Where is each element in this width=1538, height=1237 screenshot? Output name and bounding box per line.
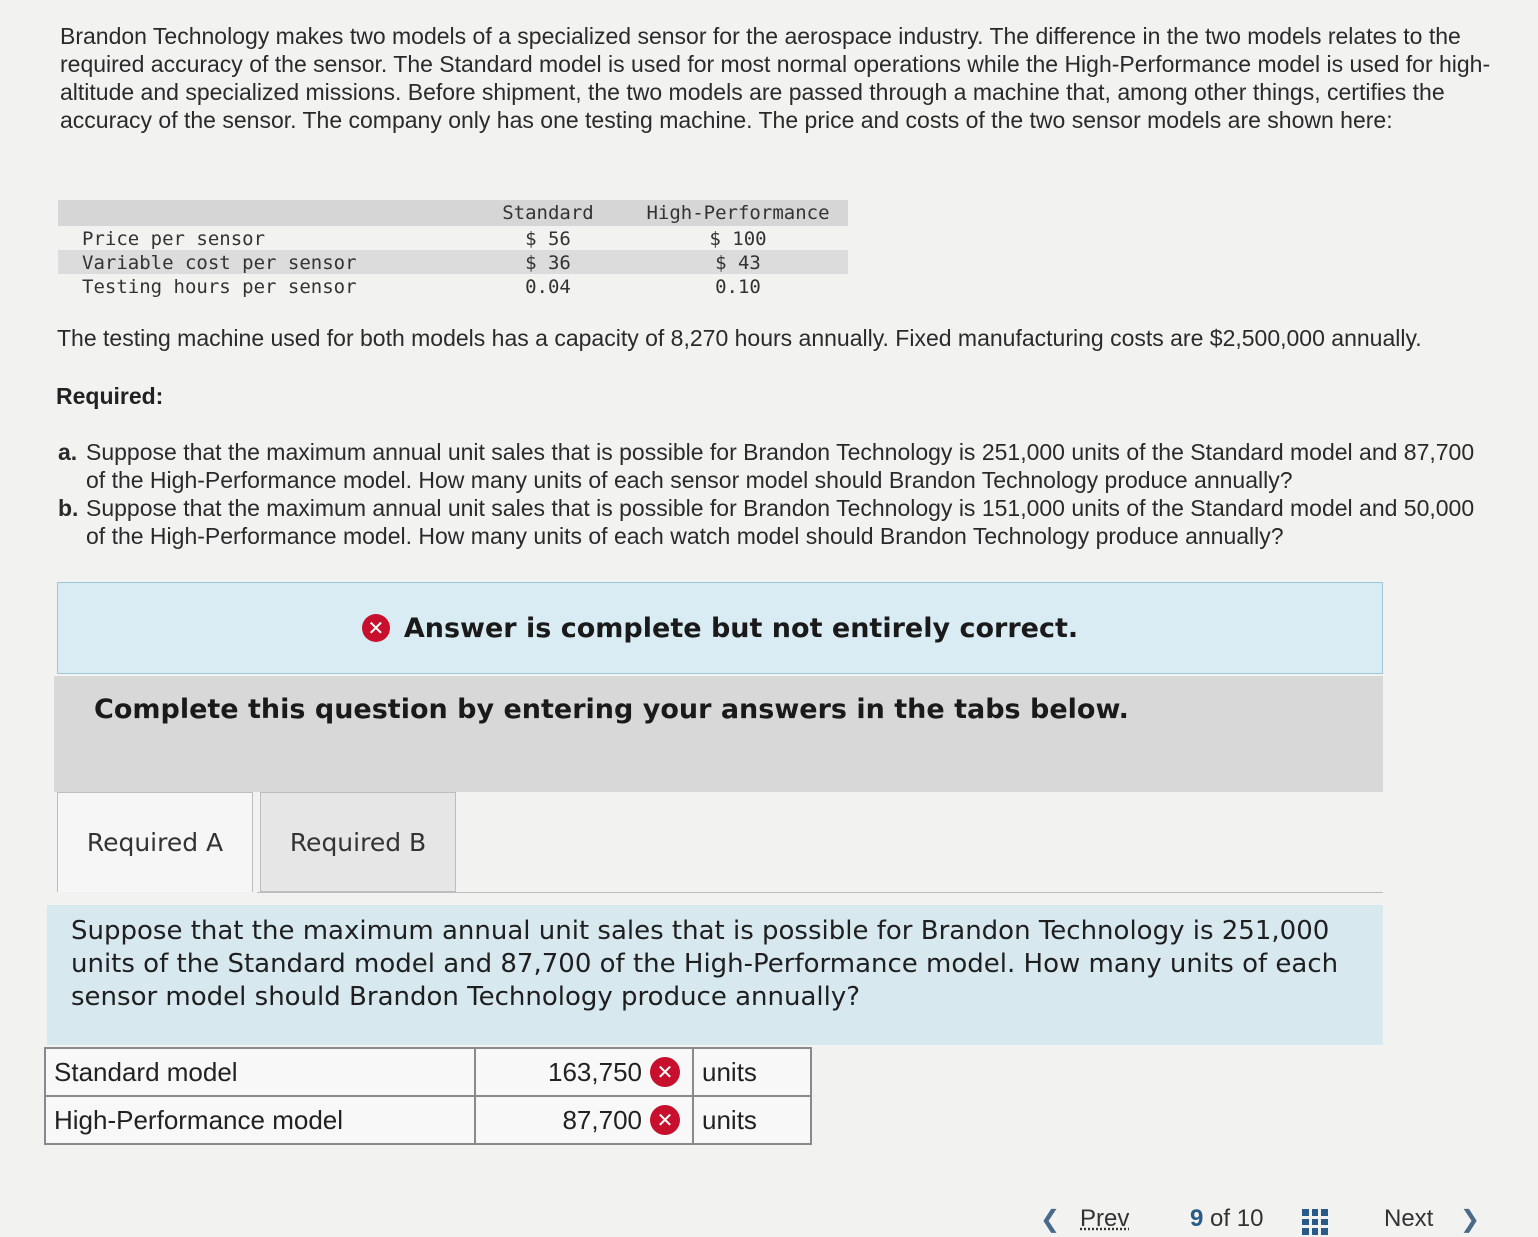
- header-standard: Standard: [502, 202, 594, 224]
- pagination: [1040, 1205, 1490, 1237]
- high-performance-value: 0.10: [715, 276, 761, 298]
- tab-label: Required B: [289, 827, 427, 857]
- chevron-right-icon[interactable]: ❯: [1460, 1206, 1481, 1233]
- instruction-text: Complete this question by entering your answers in the tabs below.: [94, 694, 1129, 725]
- tab-required-a[interactable]: [57, 792, 253, 892]
- current-page: 9: [1190, 1205, 1204, 1232]
- data-table-header: [58, 200, 848, 226]
- answer-label: Standard model: [45, 1048, 475, 1096]
- high-performance-value: $ 43: [715, 252, 761, 274]
- requirement-a: [58, 438, 1498, 494]
- row-label: Testing hours per sensor: [82, 276, 357, 298]
- next-button[interactable]: Next: [1384, 1205, 1434, 1232]
- feedback-banner: [57, 582, 1383, 674]
- x-circle-icon: ✕: [650, 1105, 680, 1135]
- grid-icon[interactable]: [1302, 1209, 1328, 1235]
- answer-unit: units: [693, 1048, 811, 1096]
- requirement-text: Suppose that the maximum annual unit sales that is possible for Brandon Technology is 151,000 units of the Standard model and 50,000 of the High-Performance model. How many units of each watch model should Brandon Technology produce annually?: [86, 495, 1475, 549]
- tab-label: Required A: [86, 828, 224, 857]
- table-row: [45, 1096, 811, 1144]
- cost-data-table: [58, 200, 848, 298]
- x-circle-icon: ✕: [362, 614, 390, 642]
- header-high-performance: High-Performance: [646, 202, 830, 224]
- standard-value: $ 56: [525, 228, 571, 250]
- page-indicator: [1190, 1205, 1263, 1233]
- question-text: Suppose that the maximum annual unit sales that is possible for Brandon Technology is 251,000 units of the Standard model and 87,700 of the High-Performance model. How many units of each sensor model should Brandon Technology produce annually?: [71, 916, 1339, 1012]
- standard-value: 0.04: [525, 276, 571, 298]
- data-row-variable-cost: [58, 250, 848, 274]
- required-heading: Required:: [56, 383, 164, 409]
- problem-intro: Brandon Technology makes two models of a specialized sensor for the aerospace industry. The difference in the two models relates to the required accuracy of the sensor. The Standard model is used for most normal operations while the High-Performance model is used for high-altitude and specialized missions. Before shipment, the two models are passed through a machine that, among other things, certifies the accuracy of the sensor. The company only has one testing machine. The price and costs of the two sensor models are shown here:: [60, 23, 1491, 133]
- row-label: Price per sensor: [82, 228, 266, 250]
- tab-required-b[interactable]: [260, 792, 456, 892]
- question-prompt: [47, 905, 1383, 1045]
- feedback-text: Answer is complete but not entirely correct.: [403, 612, 1079, 644]
- answer-label: High-Performance model: [45, 1096, 475, 1144]
- standard-model-input[interactable]: [475, 1048, 693, 1096]
- answer-unit: units: [693, 1096, 811, 1144]
- prev-button[interactable]: Prev: [1080, 1205, 1130, 1232]
- requirement-b: [58, 494, 1498, 550]
- requirements-list: [58, 438, 1498, 550]
- answer-value: 87,700: [562, 1104, 642, 1135]
- high-performance-model-input[interactable]: [475, 1096, 693, 1144]
- page-total: of 10: [1210, 1205, 1264, 1232]
- answer-table: [44, 1047, 812, 1145]
- standard-value: $ 36: [525, 252, 571, 274]
- chevron-left-icon[interactable]: ❮: [1040, 1206, 1061, 1233]
- requirement-text: Suppose that the maximum annual unit sales that is possible for Brandon Technology is 251,000 units of the Standard model and 87,700 of the High-Performance model. How many units of each sensor model should Brandon Technology produce annually?: [86, 439, 1475, 493]
- answer-value: 163,750: [548, 1056, 642, 1087]
- instruction-panel: [54, 676, 1383, 792]
- x-circle-icon: ✕: [650, 1057, 680, 1087]
- row-label: Variable cost per sensor: [82, 252, 357, 274]
- tab-divider: [257, 892, 1383, 893]
- high-performance-value: $ 100: [709, 228, 767, 250]
- data-row-price: [58, 226, 848, 250]
- requirement-letter: b.: [58, 495, 79, 521]
- capacity-text: The testing machine used for both models has a capacity of 8,270 hours annually. Fixed manufacturing costs are $2,500,000 annually.: [57, 325, 1422, 351]
- table-row: [45, 1048, 811, 1096]
- requirement-letter: a.: [58, 439, 78, 465]
- data-row-testing-hours: [58, 274, 848, 298]
